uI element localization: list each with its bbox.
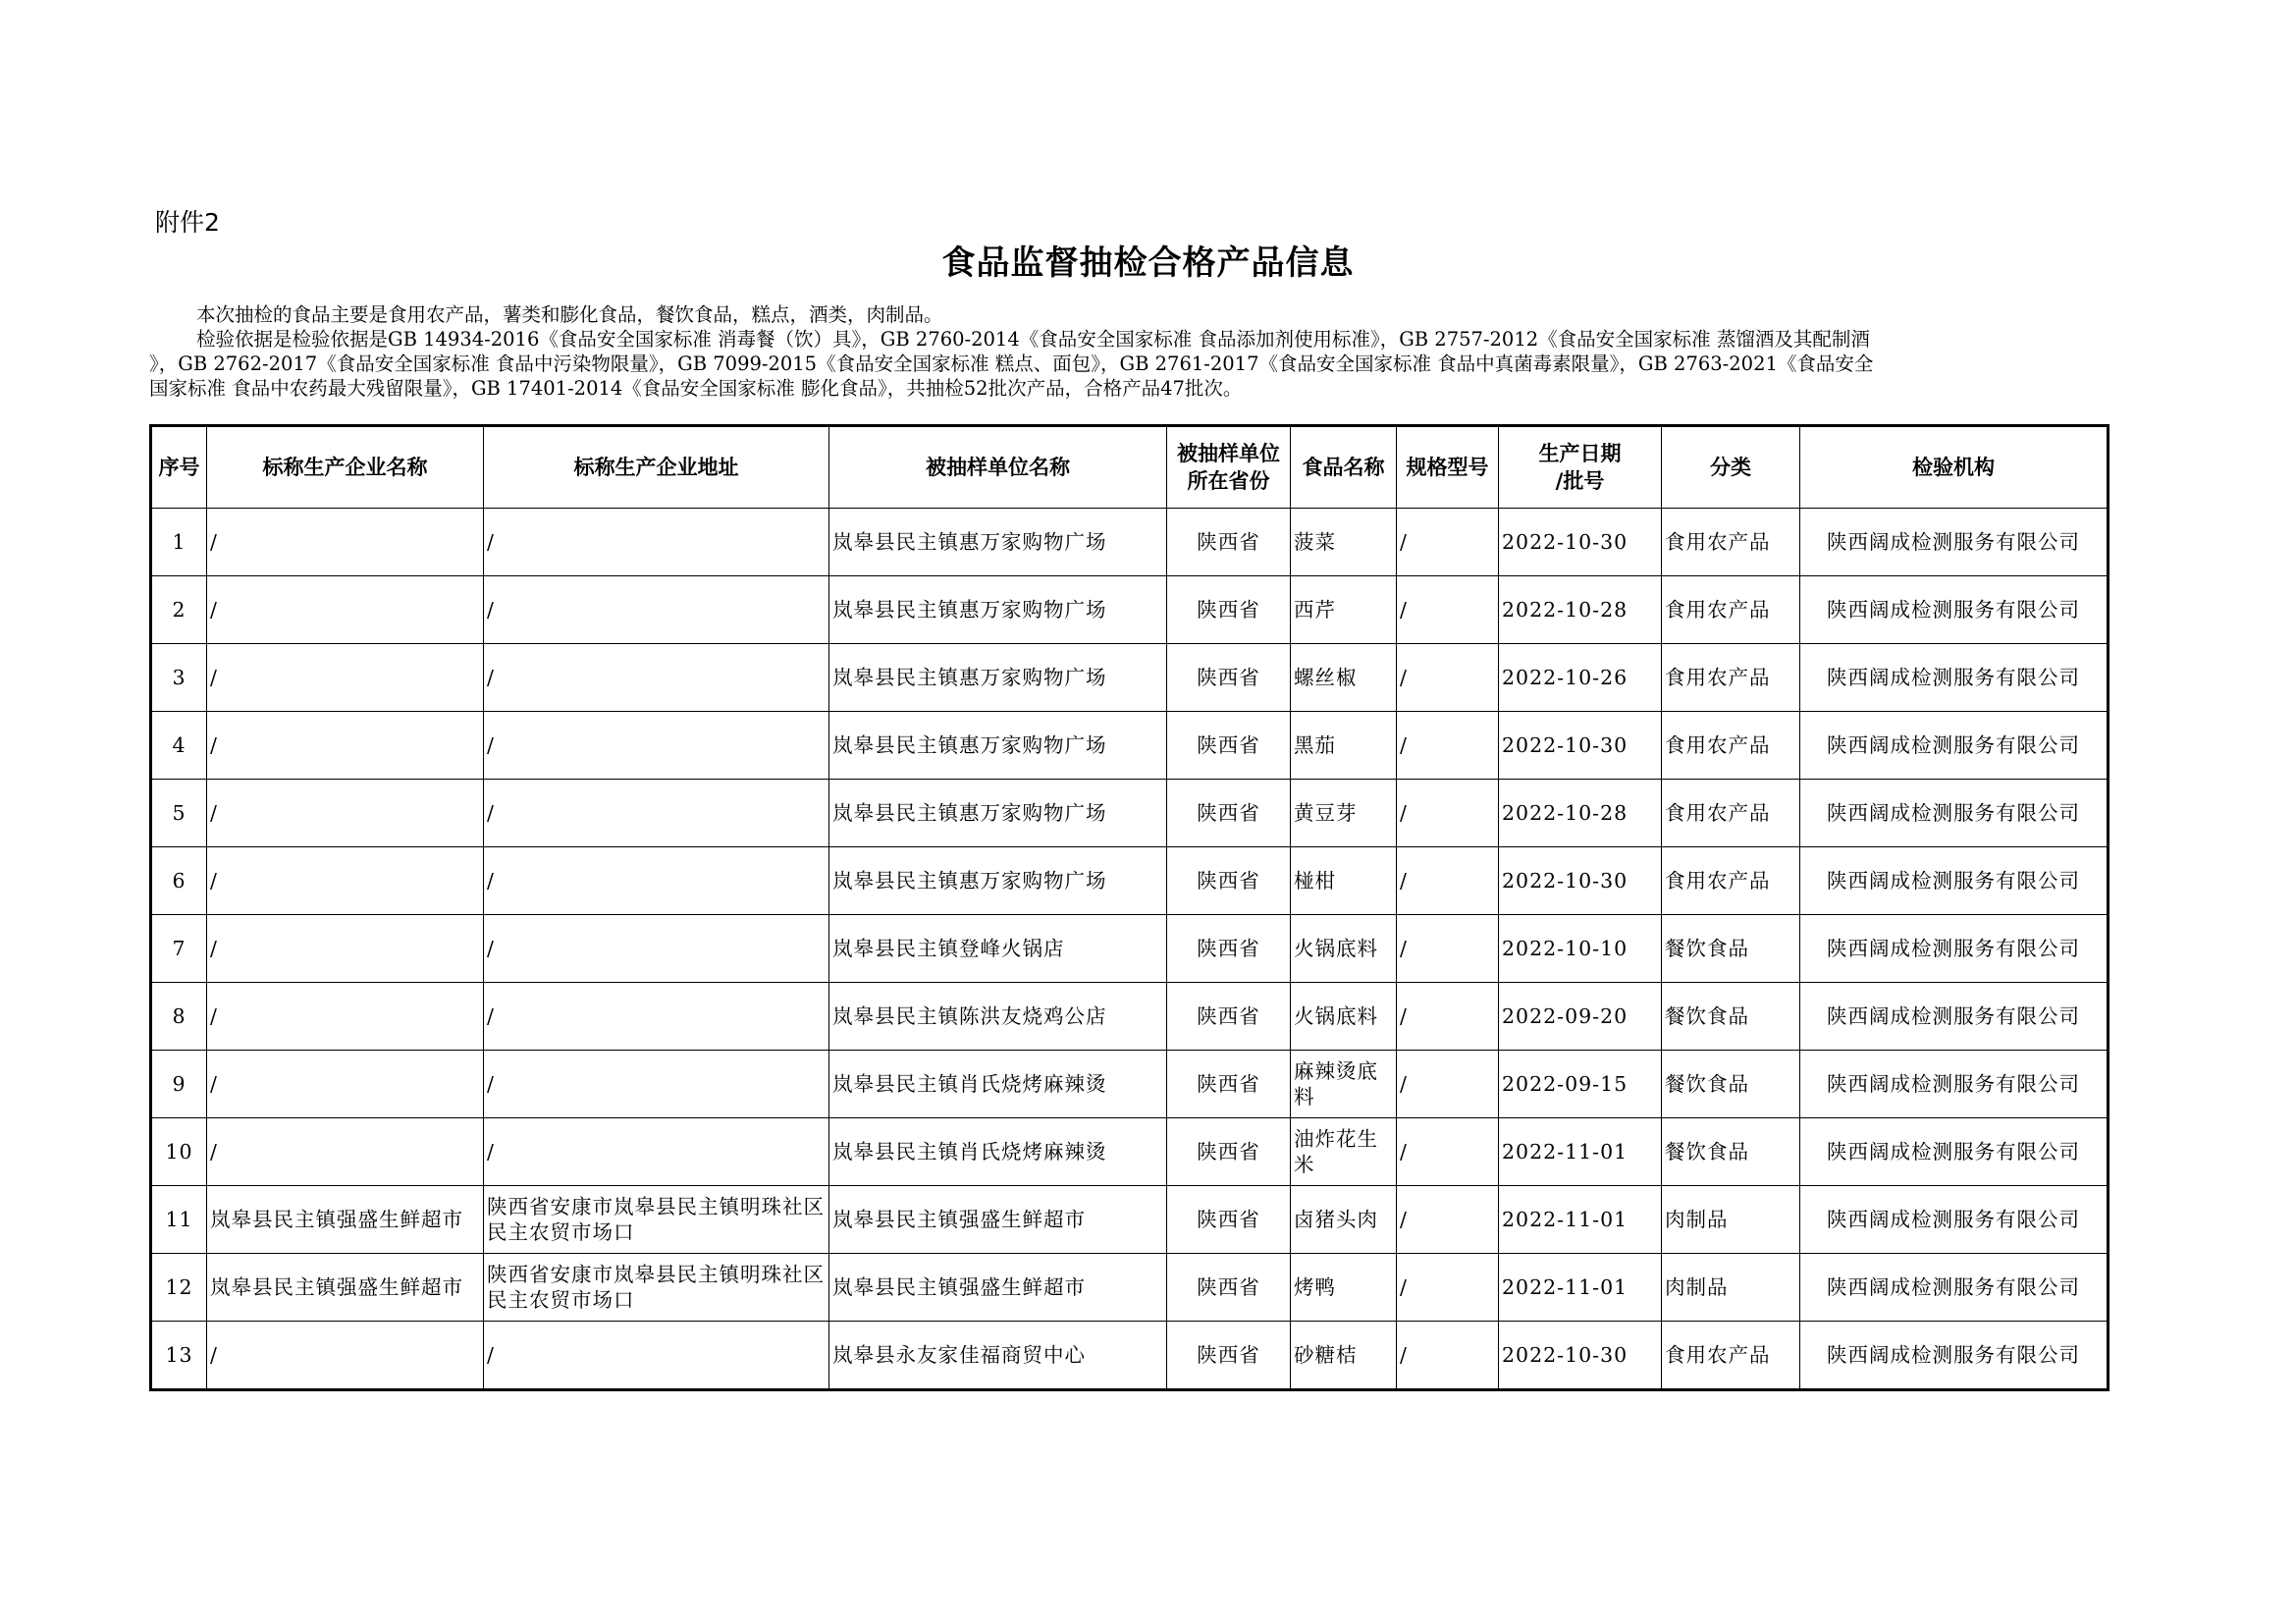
- cell-food-name: 黄豆芽: [1291, 780, 1397, 847]
- cell-producer-address: /: [484, 576, 829, 644]
- cell-seq: 6: [151, 847, 207, 915]
- cell-province: 陕西省: [1167, 1118, 1291, 1186]
- cell-producer-address: /: [484, 509, 829, 576]
- cell-producer-name: /: [207, 644, 484, 712]
- cell-agency: 陕西阔成检测服务有限公司: [1800, 712, 2109, 780]
- cell-agency: 陕西阔成检测服务有限公司: [1800, 644, 2109, 712]
- cell-producer-name: /: [207, 847, 484, 915]
- cell-producer-name: /: [207, 780, 484, 847]
- table-row: [151, 509, 2109, 576]
- cell-food-name: 砂糖桔: [1291, 1322, 1397, 1390]
- cell-spec: /: [1397, 644, 1499, 712]
- header-province-line1: 被抽样单位: [1177, 442, 1280, 465]
- table-row: [151, 1118, 2109, 1186]
- cell-producer-address: /: [484, 780, 829, 847]
- cell-spec: /: [1397, 847, 1499, 915]
- cell-sampled-unit: 岚皋县民主镇肖氏烧烤麻辣烫: [829, 1051, 1167, 1118]
- header-date-line1: 生产日期: [1538, 442, 1622, 465]
- cell-date: 2022-11-01: [1499, 1118, 1662, 1186]
- cell-sampled-unit: 岚皋县民主镇惠万家购物广场: [829, 712, 1167, 780]
- cell-spec: /: [1397, 1322, 1499, 1390]
- cell-producer-address: /: [484, 1051, 829, 1118]
- cell-category: 肉制品: [1662, 1254, 1800, 1322]
- cell-spec: /: [1397, 1051, 1499, 1118]
- cell-category: 食用农产品: [1662, 644, 1800, 712]
- attachment-label: 附件2: [155, 208, 220, 237]
- cell-category: 餐饮食品: [1662, 1118, 1800, 1186]
- cell-food-name: 椪柑: [1291, 847, 1397, 915]
- header-seq: 序号: [151, 426, 207, 509]
- cell-date: 2022-09-20: [1499, 983, 1662, 1051]
- cell-category: 食用农产品: [1662, 1322, 1800, 1390]
- cell-agency: 陕西阔成检测服务有限公司: [1800, 780, 2109, 847]
- header-producer-address: 标称生产企业地址: [484, 426, 829, 509]
- intro-basis-line: 国家标准 食品中农药最大残留限量》，GB 17401-2014《食品安全国家标准 膨化食品》，共抽检52批次产品，合格产品47批次。: [149, 377, 1243, 400]
- cell-province: 陕西省: [1167, 1051, 1291, 1118]
- cell-seq: 3: [151, 644, 207, 712]
- cell-sampled-unit: 岚皋县民主镇惠万家购物广场: [829, 780, 1167, 847]
- table-row: [151, 1322, 2109, 1390]
- cell-spec: /: [1397, 509, 1499, 576]
- cell-seq: 8: [151, 983, 207, 1051]
- table-header-row: [151, 426, 2109, 509]
- cell-producer-address: /: [484, 915, 829, 983]
- intro-text: [149, 302, 2107, 401]
- qualified-products-table: [149, 424, 2109, 1391]
- cell-producer-name: /: [207, 509, 484, 576]
- cell-producer-name: /: [207, 983, 484, 1051]
- cell-date: 2022-11-01: [1499, 1186, 1662, 1254]
- cell-food-name: 火锅底料: [1291, 983, 1397, 1051]
- cell-producer-address: /: [484, 983, 829, 1051]
- table-row: [151, 915, 2109, 983]
- cell-producer-name: /: [207, 576, 484, 644]
- cell-food-name: 麻辣烫底料: [1291, 1051, 1397, 1118]
- intro-basis-line: 》，GB 2762-2017《食品安全国家标准 食品中污染物限量》，GB 7099-2015《食品安全国家标准 糕点、面包》，GB 2761-2017《食品安全国家标准 食品中真菌毒素限量》，GB 2763-2021《食品安全: [149, 352, 1874, 375]
- cell-producer-name: /: [207, 1118, 484, 1186]
- cell-category: 食用农产品: [1662, 509, 1800, 576]
- intro-basis-line: 检验依据是检验依据是GB 14934-2016《食品安全国家标准 消毒餐（饮）具》，GB 2760-2014《食品安全国家标准 食品添加剂使用标准》，GB 2757-2012《食品安全国家标准 蒸馏酒及其配制酒: [196, 328, 1870, 351]
- cell-province: 陕西省: [1167, 847, 1291, 915]
- cell-producer-name: 岚皋县民主镇强盛生鲜超市: [207, 1254, 484, 1322]
- header-producer-name: 标称生产企业名称: [207, 426, 484, 509]
- cell-agency: 陕西阔成检测服务有限公司: [1800, 509, 2109, 576]
- cell-spec: /: [1397, 576, 1499, 644]
- header-province-line2: 所在省份: [1187, 469, 1270, 493]
- cell-sampled-unit: 岚皋县民主镇陈洪友烧鸡公店: [829, 983, 1167, 1051]
- cell-date: 2022-10-30: [1499, 509, 1662, 576]
- cell-category: 食用农产品: [1662, 847, 1800, 915]
- cell-sampled-unit: 岚皋县民主镇肖氏烧烤麻辣烫: [829, 1118, 1167, 1186]
- cell-province: 陕西省: [1167, 983, 1291, 1051]
- cell-category: 食用农产品: [1662, 780, 1800, 847]
- cell-seq: 7: [151, 915, 207, 983]
- cell-agency: 陕西阔成检测服务有限公司: [1800, 915, 2109, 983]
- cell-agency: 陕西阔成检测服务有限公司: [1800, 983, 2109, 1051]
- cell-agency: 陕西阔成检测服务有限公司: [1800, 847, 2109, 915]
- cell-province: 陕西省: [1167, 644, 1291, 712]
- cell-spec: /: [1397, 780, 1499, 847]
- cell-sampled-unit: 岚皋县民主镇登峰火锅店: [829, 915, 1167, 983]
- cell-food-name: 卤猪头肉: [1291, 1186, 1397, 1254]
- cell-province: 陕西省: [1167, 780, 1291, 847]
- cell-food-name: 黑茄: [1291, 712, 1397, 780]
- cell-category: 食用农产品: [1662, 712, 1800, 780]
- cell-sampled-unit: 岚皋县民主镇强盛生鲜超市: [829, 1186, 1167, 1254]
- page-title: 食品监督抽检合格产品信息: [941, 244, 1355, 283]
- cell-date: 2022-11-01: [1499, 1254, 1662, 1322]
- cell-spec: /: [1397, 1186, 1499, 1254]
- cell-date: 2022-10-26: [1499, 644, 1662, 712]
- cell-province: 陕西省: [1167, 1322, 1291, 1390]
- cell-producer-address: 陕西省安康市岚皋县民主镇明珠社区民主农贸市场口: [484, 1254, 829, 1322]
- cell-sampled-unit: 岚皋县民主镇惠万家购物广场: [829, 847, 1167, 915]
- cell-province: 陕西省: [1167, 1186, 1291, 1254]
- header-sampled-unit: 被抽样单位名称: [829, 426, 1167, 509]
- cell-seq: 1: [151, 509, 207, 576]
- cell-date: 2022-10-30: [1499, 712, 1662, 780]
- cell-seq: 10: [151, 1118, 207, 1186]
- cell-food-name: 螺丝椒: [1291, 644, 1397, 712]
- cell-date: 2022-10-30: [1499, 1322, 1662, 1390]
- cell-producer-name: /: [207, 1322, 484, 1390]
- cell-seq: 12: [151, 1254, 207, 1322]
- cell-seq: 5: [151, 780, 207, 847]
- table-row: [151, 847, 2109, 915]
- cell-seq: 13: [151, 1322, 207, 1390]
- cell-spec: /: [1397, 712, 1499, 780]
- cell-province: 陕西省: [1167, 712, 1291, 780]
- cell-province: 陕西省: [1167, 915, 1291, 983]
- cell-producer-name: /: [207, 1051, 484, 1118]
- cell-sampled-unit: 岚皋县民主镇惠万家购物广场: [829, 644, 1167, 712]
- table-row: [151, 1051, 2109, 1118]
- header-category: 分类: [1662, 426, 1800, 509]
- cell-category: 餐饮食品: [1662, 983, 1800, 1051]
- table-row: [151, 780, 2109, 847]
- cell-date: 2022-10-30: [1499, 847, 1662, 915]
- cell-seq: 11: [151, 1186, 207, 1254]
- cell-spec: /: [1397, 1118, 1499, 1186]
- cell-spec: /: [1397, 983, 1499, 1051]
- header-spec: 规格型号: [1397, 426, 1499, 509]
- cell-food-name: 烤鸭: [1291, 1254, 1397, 1322]
- table-row: [151, 644, 2109, 712]
- intro-scope: 本次抽检的食品主要是食用农产品，薯类和膨化食品，餐饮食品，糕点，酒类，肉制品。: [196, 303, 943, 326]
- cell-sampled-unit: 岚皋县民主镇惠万家购物广场: [829, 509, 1167, 576]
- header-agency: 检验机构: [1800, 426, 2109, 509]
- cell-spec: /: [1397, 1254, 1499, 1322]
- header-province: [1167, 426, 1291, 509]
- cell-category: 餐饮食品: [1662, 915, 1800, 983]
- cell-date: 2022-09-15: [1499, 1051, 1662, 1118]
- cell-agency: 陕西阔成检测服务有限公司: [1800, 1186, 2109, 1254]
- header-food-name: 食品名称: [1291, 426, 1397, 509]
- cell-category: 餐饮食品: [1662, 1051, 1800, 1118]
- cell-food-name: 西芹: [1291, 576, 1397, 644]
- cell-producer-address: /: [484, 644, 829, 712]
- cell-date: 2022-10-10: [1499, 915, 1662, 983]
- table-row: [151, 1186, 2109, 1254]
- cell-sampled-unit: 岚皋县民主镇惠万家购物广场: [829, 576, 1167, 644]
- cell-agency: 陕西阔成检测服务有限公司: [1800, 1254, 2109, 1322]
- cell-province: 陕西省: [1167, 576, 1291, 644]
- cell-date: 2022-10-28: [1499, 780, 1662, 847]
- cell-agency: 陕西阔成检测服务有限公司: [1800, 576, 2109, 644]
- header-date: [1499, 426, 1662, 509]
- cell-food-name: 火锅底料: [1291, 915, 1397, 983]
- table-row: [151, 712, 2109, 780]
- table-row: [151, 576, 2109, 644]
- table-row: [151, 983, 2109, 1051]
- cell-province: 陕西省: [1167, 1254, 1291, 1322]
- cell-producer-address: 陕西省安康市岚皋县民主镇明珠社区民主农贸市场口: [484, 1186, 829, 1254]
- cell-spec: /: [1397, 915, 1499, 983]
- cell-agency: 陕西阔成检测服务有限公司: [1800, 1051, 2109, 1118]
- cell-producer-name: /: [207, 915, 484, 983]
- cell-seq: 9: [151, 1051, 207, 1118]
- cell-producer-name: 岚皋县民主镇强盛生鲜超市: [207, 1186, 484, 1254]
- table-row: [151, 1254, 2109, 1322]
- cell-sampled-unit: 岚皋县民主镇强盛生鲜超市: [829, 1254, 1167, 1322]
- cell-province: 陕西省: [1167, 509, 1291, 576]
- cell-agency: 陕西阔成检测服务有限公司: [1800, 1118, 2109, 1186]
- cell-producer-address: /: [484, 847, 829, 915]
- cell-seq: 2: [151, 576, 207, 644]
- cell-seq: 4: [151, 712, 207, 780]
- cell-sampled-unit: 岚皋县永友家佳福商贸中心: [829, 1322, 1167, 1390]
- cell-category: 肉制品: [1662, 1186, 1800, 1254]
- cell-producer-address: /: [484, 1322, 829, 1390]
- cell-producer-name: /: [207, 712, 484, 780]
- cell-producer-address: /: [484, 712, 829, 780]
- cell-food-name: 油炸花生米: [1291, 1118, 1397, 1186]
- cell-food-name: 菠菜: [1291, 509, 1397, 576]
- table-body: [151, 509, 2109, 1390]
- cell-producer-address: /: [484, 1118, 829, 1186]
- cell-date: 2022-10-28: [1499, 576, 1662, 644]
- cell-agency: 陕西阔成检测服务有限公司: [1800, 1322, 2109, 1390]
- header-date-line2: /批号: [1555, 469, 1605, 493]
- cell-category: 食用农产品: [1662, 576, 1800, 644]
